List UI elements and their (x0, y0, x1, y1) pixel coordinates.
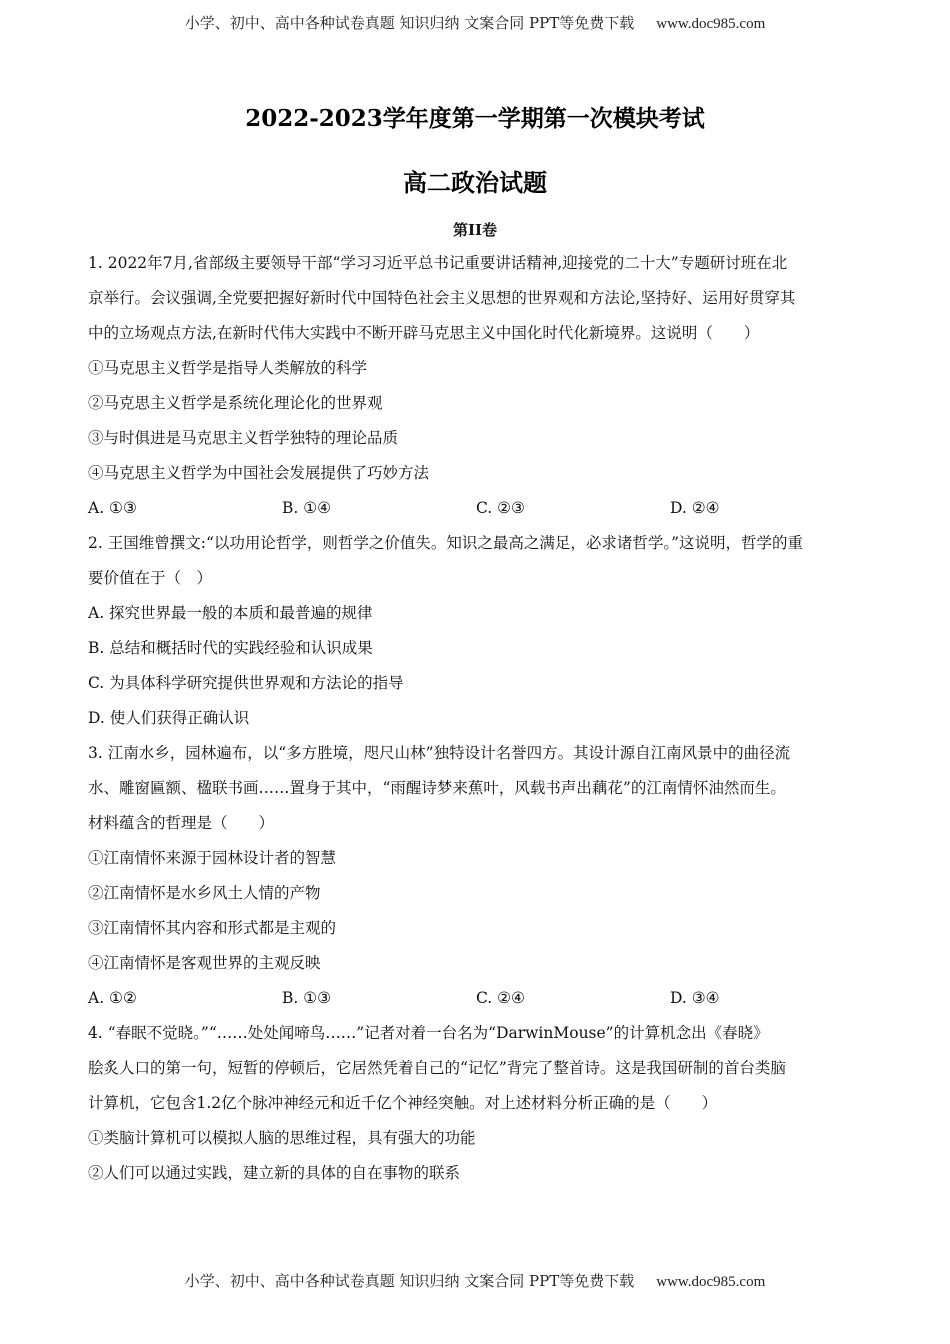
option-c[interactable]: C. ②④ (476, 989, 525, 1007)
header-text: 小学、初中、高中各种试卷真题 知识归纳 文案合同 PPT等免费下载 (184, 14, 635, 32)
footer-site-link[interactable]: www.doc985.com (656, 1274, 766, 1290)
question-3-item: ③江南情怀其内容和形式都是主观的 (88, 919, 337, 937)
option-b[interactable]: B. ①③ (282, 989, 332, 1007)
option-d[interactable]: D. ②④ (670, 499, 720, 517)
question-4-line: 脍炙人口的第一句，短暂的停顿后，它居然凭着自己的“记忆”背完了整首诗。这是我国研制的首台类脑 (88, 1059, 786, 1077)
question-3-line: 水、雕窗匾额、楹联书画……置身于其中，“雨醒诗梦来蕉叶，风载书声出藕花”的江南情怀油然而生。 (88, 779, 786, 797)
question-1-line: 中的立场观点方法,在新时代伟大实践中不断开辟马克思主义中国化时代化新境界。这说明（ ） (88, 324, 760, 342)
question-1-item: ①马克思主义哲学是指导人类解放的科学 (88, 359, 368, 377)
question-1-item: ③与时俱进是马克思主义哲学独特的理论品质 (88, 429, 399, 447)
volume-label: 第II卷 (452, 221, 498, 239)
exam-title: 2022-2023学年度第一学期第一次模块考试 (245, 105, 705, 132)
page-footer (0, 1270, 950, 1291)
option-d[interactable]: D. 使人们获得正确认识 (88, 709, 250, 727)
question-3-item: ①江南情怀来源于园林设计者的智慧 (88, 849, 337, 867)
question-3-item: ②江南情怀是水乡风土人情的产物 (88, 884, 321, 902)
header-site-link[interactable]: www.doc985.com (656, 16, 766, 32)
option-b[interactable]: B. 总结和概括时代的实践经验和认识成果 (88, 639, 373, 657)
option-c[interactable]: C. 为具体科学研究提供世界观和方法论的指导 (88, 674, 404, 692)
option-d[interactable]: D. ③④ (670, 989, 720, 1007)
option-a[interactable]: A. ①③ (88, 499, 137, 517)
question-4-item: ②人们可以通过实践，建立新的具体的自在事物的联系 (88, 1164, 461, 1182)
question-1-line: 京举行。会议强调,全党要把握好新时代中国特色社会主义思想的世界观和方法论,坚持好、运用好贯穿其 (88, 289, 796, 307)
question-list (88, 246, 866, 1191)
question-2-line: 2. 王国维曾撰文:“以功用论哲学，则哲学之价值失。知识之最高之满足，必求诸哲学。”这说明，哲学的重 (88, 534, 804, 552)
footer-text: 小学、初中、高中各种试卷真题 知识归纳 文案合同 PPT等免费下载 (184, 1272, 635, 1290)
question-3-options (88, 981, 866, 1016)
question-3-line: 材料蕴含的哲理是（ ） (88, 814, 275, 832)
question-1-options (88, 491, 866, 526)
question-2-line: 要价值在于（ ） (88, 569, 213, 587)
option-a[interactable]: A. ①② (88, 989, 137, 1007)
question-1-item: ②马克思主义哲学是系统化理论化的世界观 (88, 394, 383, 412)
page-header (0, 12, 950, 33)
question-1-line: 1. 2022年7月,省部级主要领导干部“学习习近平总书记重要讲话精神,迎接党的二十大”专题研讨班在北 (88, 254, 788, 272)
option-b[interactable]: B. ①④ (282, 499, 332, 517)
question-4-item: ①类脑计算机可以模拟人脑的思维过程，具有强大的功能 (88, 1129, 476, 1147)
exam-subtitle: 高二政治试题 (403, 168, 547, 197)
question-3-item: ④江南情怀是客观世界的主观反映 (88, 954, 321, 972)
question-1-item: ④马克思主义哲学为中国社会发展提供了巧妙方法 (88, 464, 430, 482)
question-4-line: 4. “春眠不觉晓。”“……处处闻啼鸟……”记者对着一台名为“DarwinMouse”的计算机念出《春晓》 (88, 1024, 769, 1042)
question-4-line: 计算机，它包含1.2亿个脉冲神经元和近千亿个神经突触。对上述材料分析正确的是（ ） (88, 1094, 718, 1112)
option-c[interactable]: C. ②③ (476, 499, 525, 517)
option-a[interactable]: A. 探究世界最一般的本质和最普遍的规律 (88, 604, 373, 622)
question-3-line: 3. 江南水乡，园林遍布，以“多方胜境，咫尺山林”独特设计名誉四方。其设计源自江南风景中的曲径流 (88, 744, 791, 762)
